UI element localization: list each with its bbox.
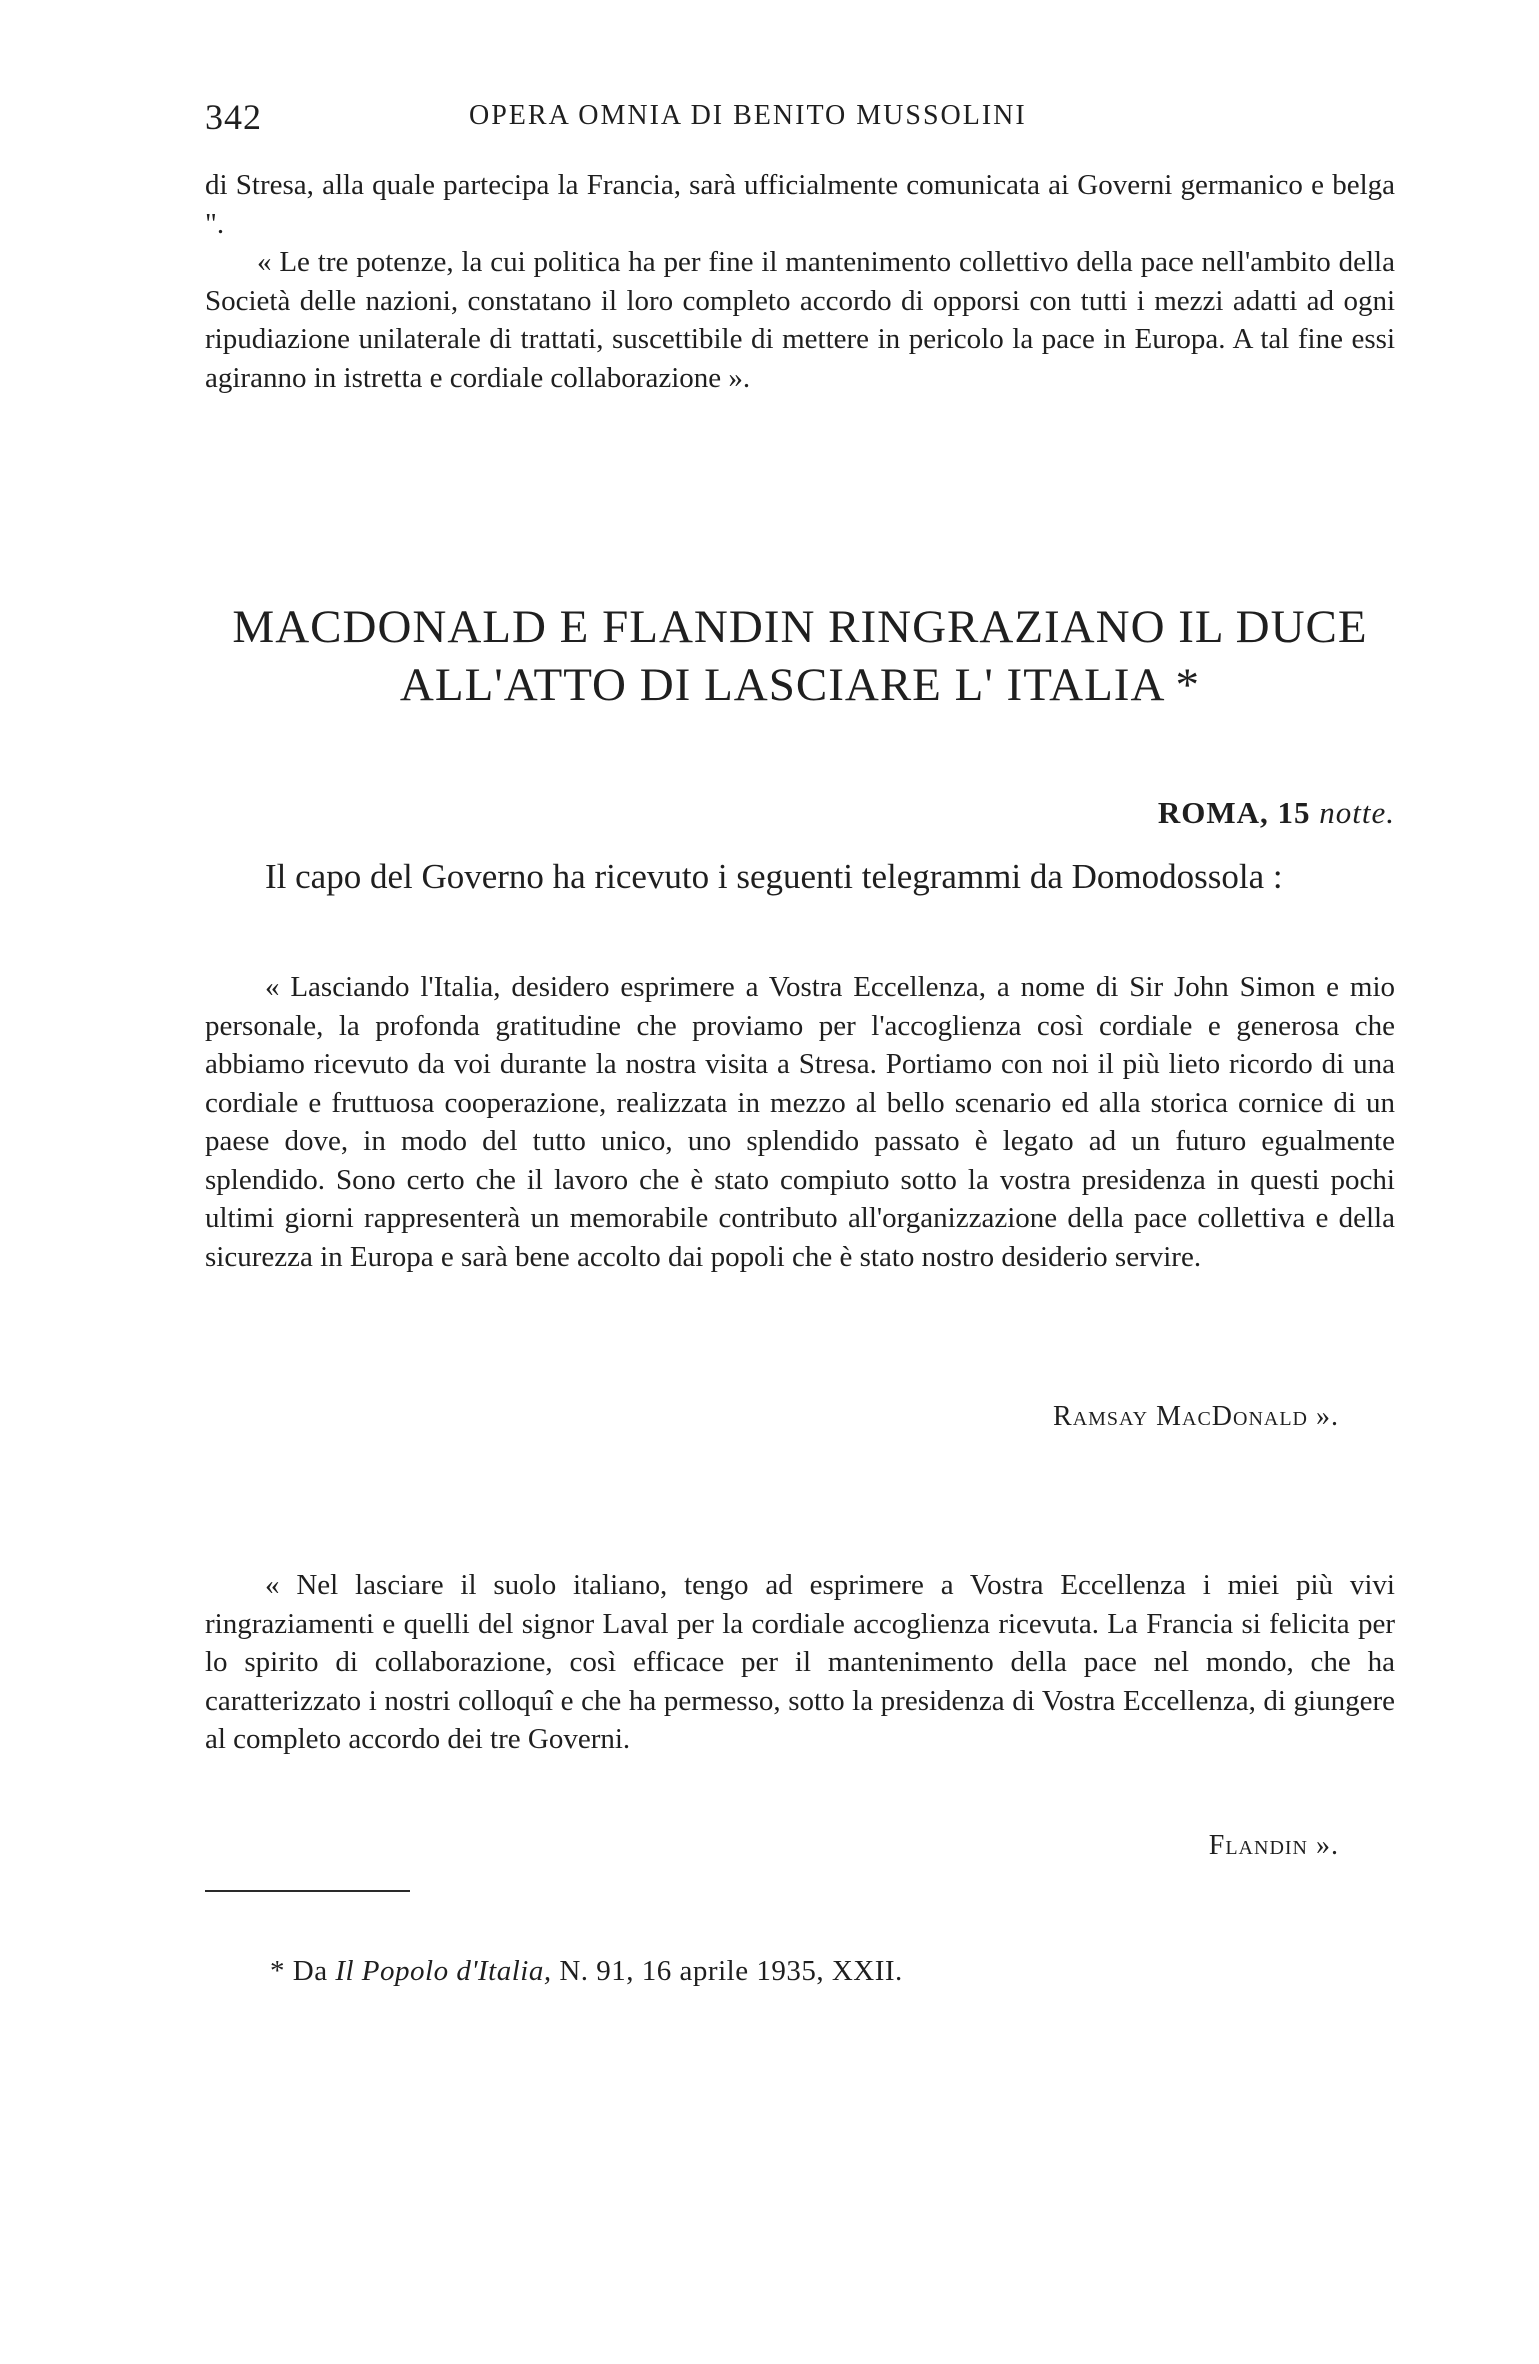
paragraph-continuation: di Stresa, alla quale partecipa la Francia, sarà ufficialmente comunicata ai Governi germanico e belga ".: [205, 169, 1395, 240]
article-title: [205, 598, 1395, 714]
paragraph-quote: « Le tre potenze, la cui politica ha per fine il mantenimento collettivo della pace nell'ambito della Società delle nazioni, constatano il loro completo accordo di opporsi con tutti i mezzi adatti ad ogni ripudiazione unilaterale di trattati, suscettibile di mettere in pericolo la pace in Europa. A tal fine essi agiranno in istretta e cordiale collaborazione ».: [205, 246, 1395, 394]
dateline-time: notte.: [1319, 795, 1395, 830]
footnote-details: N. 91, 16 aprile 1935, XXII.: [559, 1955, 903, 1987]
intro-paragraph: Il capo del Governo ha ricevuto i seguenti telegrammi da Domodossola :: [265, 857, 1283, 896]
dateline: [1158, 795, 1395, 831]
running-head: OPERA OMNIA DI BENITO MUSSOLINI: [469, 100, 1027, 131]
signature-flandin: Flandin ».: [1208, 1830, 1339, 1861]
title-line-2: ALL'ATTO DI LASCIARE L' ITALIA *: [399, 659, 1201, 711]
title-line-1: MACDONALD E FLANDIN RINGRAZIANO IL DUCE: [232, 601, 1368, 653]
signature-macdonald: Ramsay MacDonald ».: [1053, 1401, 1339, 1432]
page-number: 342: [205, 97, 262, 137]
page-header: [205, 96, 1395, 146]
telegram-flandin: « Nel lasciare il suolo italiano, tengo ad esprimere a Vostra Eccellenza i miei più vivi ringraziamenti e quelli del signor Laval per la cordiale accoglienza ricevuta. La Francia si felicita per lo spirito di collaborazione, così efficace per il mantenimento della pace nel mondo, che ha caratterizzato i nostri colloquî e che ha permesso, sotto la presidenza di Vostra Eccellenza, di giungere al completo accordo dei tre Governi.: [205, 1569, 1395, 1755]
footnote-source: Il Popolo d'Italia,: [335, 1955, 552, 1987]
telegram-macdonald: « Lasciando l'Italia, desidero esprimere a Vostra Eccellenza, a nome di Sir John Simon e mio personale, la profonda gratitudine che proviamo per l'accoglienza così cordiale e generosa che abbiamo ricevuto da voi durante la nostra visita a Stresa. Portiamo con noi il più lieto ricordo di una cordiale e fruttuosa cooperazione, realizzata in mezzo al bello scenario ed alla storica cornice di un paese dove, in modo del tutto unico, uno splendido passato è legato ad un futuro egualmente splendido. Sono certo che il lavoro che è stato compiuto sotto la vostra presidenza in questi pochi ultimi giorni rappresenterà un memorabile contributo all'organizzazione della pace collettiva e della sicurezza in Europa e sarà bene accolto dai popoli che è stato nostro desiderio servire.: [205, 971, 1395, 1273]
footnote-prefix: * Da: [270, 1955, 328, 1987]
footnote: [270, 1955, 903, 1988]
footnote-rule: [205, 1890, 410, 1892]
dateline-place: ROMA, 15: [1157, 795, 1311, 830]
